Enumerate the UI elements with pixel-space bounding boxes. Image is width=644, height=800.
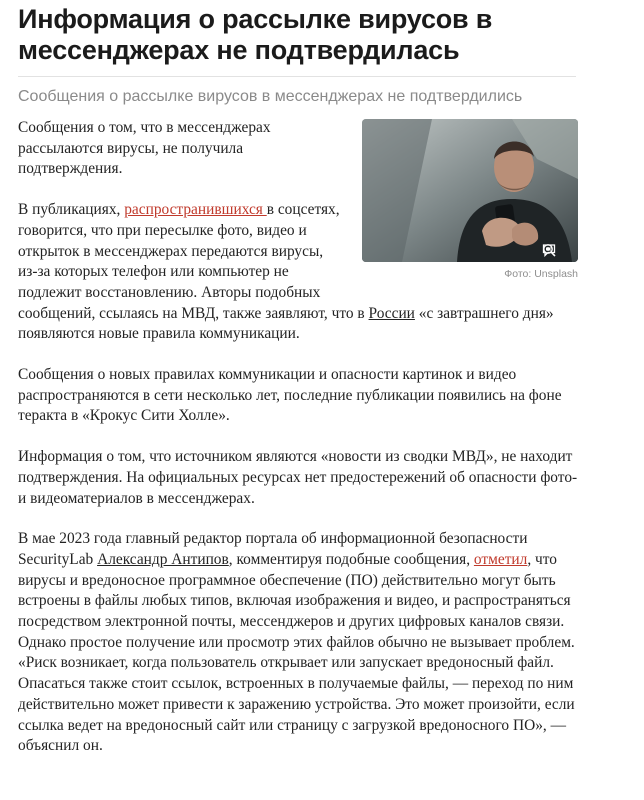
article-subtitle: Сообщения о рассылке вирусов в мессенджерах не подтвердились: [18, 88, 523, 105]
divider: [18, 76, 576, 77]
paragraph-2-text-c: «с завтрашнего дня» появляются новые правила коммуникации.: [18, 304, 554, 343]
paragraph-5-text-a: В мае 2023 года главный редактор портала об информационной безопасности SecurityLab: [18, 530, 528, 568]
link-rasprostranivshikhsya[interactable]: распространившихся: [124, 201, 267, 219]
photo-caption: Фото: Unsplash: [504, 268, 578, 280]
paragraph-5-text-c: , что вирусы и вредоносное программное обеспечение (ПО) действительно могут быть встроены в файлы любых типов, включая изображения и видео, и распространяться посредством электронной почты, мессенджеров и других цифровых каналов связи. Однако простое получение или просмотр этих файлов обычно не вызывает проблем. «Риск возникает, когда пользователь открывает или запускает вредоносный файл. Опасаться также стоит ссылок, встроенных в получаемые файлы, — переход по ним действительно может привести к заражению устройства. Это может произойти, если ссылка ведет на вредоносный сайт или страницу с загрузкой вредоносного ПО», — объяснил он.: [18, 550, 575, 755]
paragraph-5: [18, 529, 578, 757]
comment-icon[interactable]: [558, 243, 572, 257]
paragraph-1: Сообщения о том, что в мессенджерах рассылаются вирусы, не получила подтверждения.: [18, 119, 271, 178]
article-figure: [362, 119, 578, 280]
link-russia[interactable]: России: [368, 304, 415, 322]
article-photo[interactable]: [362, 119, 578, 262]
paragraph-2-text-a: В публикациях,: [18, 201, 125, 219]
paragraph-5-text-b: , комментируя подобные сообщения,: [228, 550, 474, 568]
photo-controls: [542, 243, 572, 257]
photo-illustration: [362, 119, 578, 262]
page-title: Информация о рассылке вирусов в мессенджерах не подтвердилась: [18, 4, 493, 65]
link-aleksandr-antipov[interactable]: Александр Антипов: [97, 550, 229, 568]
paragraph-4: Информация о том, что источником являются «новости из сводки МВД», не находит подтверждения. На официальных ресурсах нет предостережений об опасности фото- и видеоматериалов в мессенджерах.: [18, 448, 578, 507]
paragraph-3: Сообщения о новых правилах коммуникации и опасности картинок и видео распространяются в сети несколько лет, последние публикации появились на фоне теракта в «Крокус Сити Холле».: [18, 366, 562, 425]
article: [18, 0, 578, 757]
paragraph-2-text-b: в соцсетях, говорится, что при пересылке фото, видео и открыток в мессенджерах передаются вирусы, из-за которых телефон или компьютер не подлежит восстановлению. Авторы подобных сообщений, ссылаясь на МВД, также заявляют, что в: [18, 201, 369, 322]
link-otmetil[interactable]: отметил: [473, 550, 528, 568]
